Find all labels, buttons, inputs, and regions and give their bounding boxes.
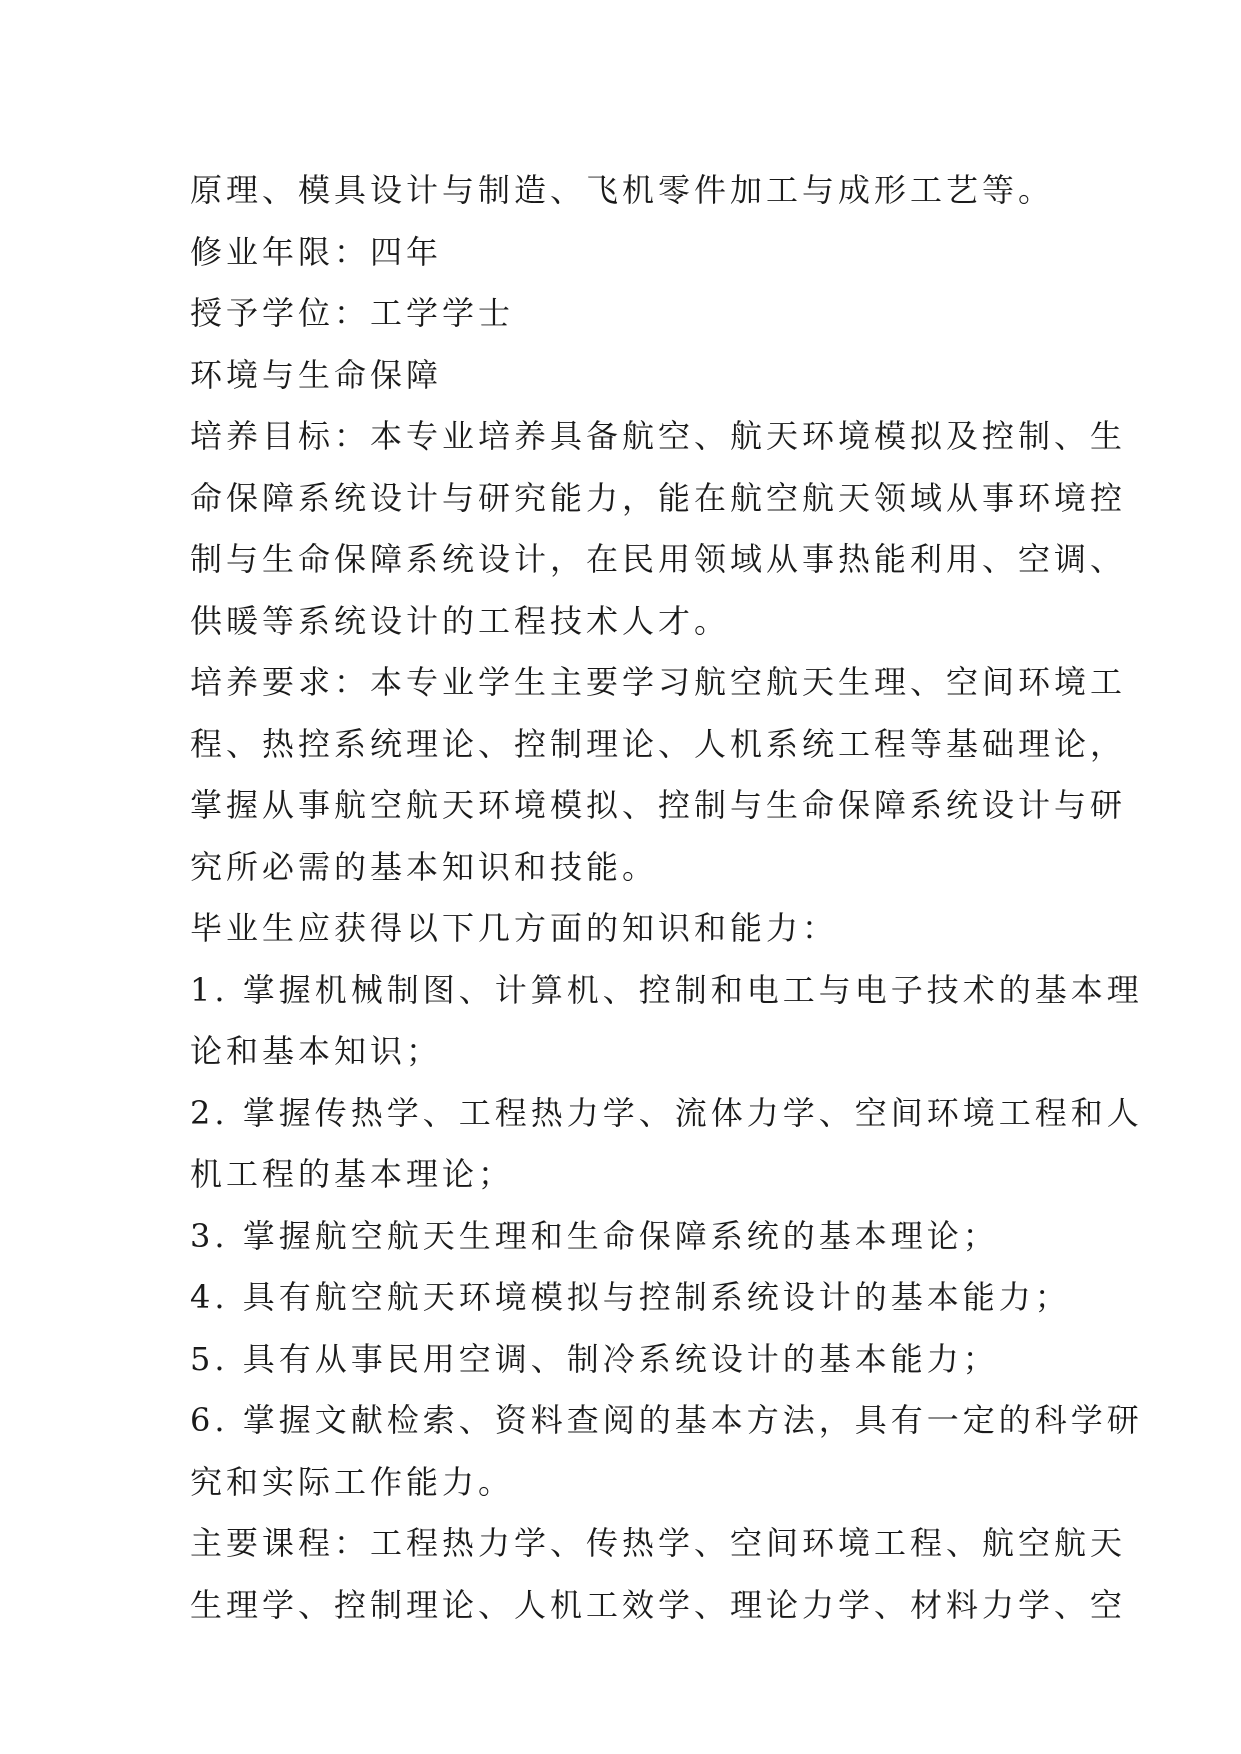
text-line-10: 程、热控系统理论、控制理论、人机系统工程等基础理论， — [190, 724, 1127, 763]
list-item-3: 3. 掌握航空航天生理和生命保障系统的基本理论； — [190, 1216, 999, 1255]
list-item-5: 5. 具有从事民用空调、制冷系统设计的基本能力； — [190, 1339, 999, 1378]
text-line-8: 供暖等系统设计的工程技术人才。 — [190, 601, 731, 640]
text-line-2: 修业年限：四年 — [190, 232, 443, 271]
text-line-13: 毕业生应获得以下几方面的知识和能力： — [190, 909, 839, 947]
section-heading: 环境与生命保障 — [190, 355, 443, 394]
text-line-6: 命保障系统设计与研究能力，能在航空航天领域从事环境控 — [190, 478, 1127, 517]
document-body — [190, 160, 1143, 1636]
list-item-4: 4. 具有航空航天环境模拟与控制系统设计的基本能力； — [190, 1278, 1071, 1316]
text-line-9: 培养要求：本专业学生主要学习航空航天生理、空间环境工 — [190, 663, 1127, 701]
text-line-24: 生理学、控制理论、人机工效学、理论力学、材料力学、空 — [190, 1585, 1127, 1624]
list-item-2: 2. 掌握传热学、工程热力学、流体力学、空间环境工程和人 — [190, 1093, 1143, 1132]
list-item-2-cont: 机工程的基本理论； — [190, 1155, 515, 1193]
list-item-1: 1. 掌握机械制图、计算机、控制和电工与电子技术的基本理 — [190, 970, 1143, 1009]
text-line-23: 主要课程：工程热力学、传热学、空间环境工程、航空航天 — [190, 1524, 1127, 1562]
list-item-1-cont: 论和基本知识； — [190, 1032, 443, 1070]
text-line-11: 掌握从事航空航天环境模拟、控制与生命保障系统设计与研 — [190, 786, 1127, 824]
text-line-1: 原理、模具设计与制造、飞机零件加工与成形工艺等。 — [190, 171, 1055, 209]
text-line-7: 制与生命保障系统设计，在民用领域从事热能利用、空调、 — [190, 540, 1127, 578]
list-item-6: 6. 掌握文献检索、资料查阅的基本方法，具有一定的科学研 — [190, 1401, 1143, 1439]
text-line-3: 授予学位：工学学士 — [190, 294, 515, 332]
text-line-12: 究所必需的基本知识和技能。 — [190, 847, 659, 886]
text-line-5: 培养目标：本专业培养具备航空、航天环境模拟及控制、生 — [190, 417, 1127, 455]
list-item-6-cont: 究和实际工作能力。 — [190, 1462, 515, 1501]
